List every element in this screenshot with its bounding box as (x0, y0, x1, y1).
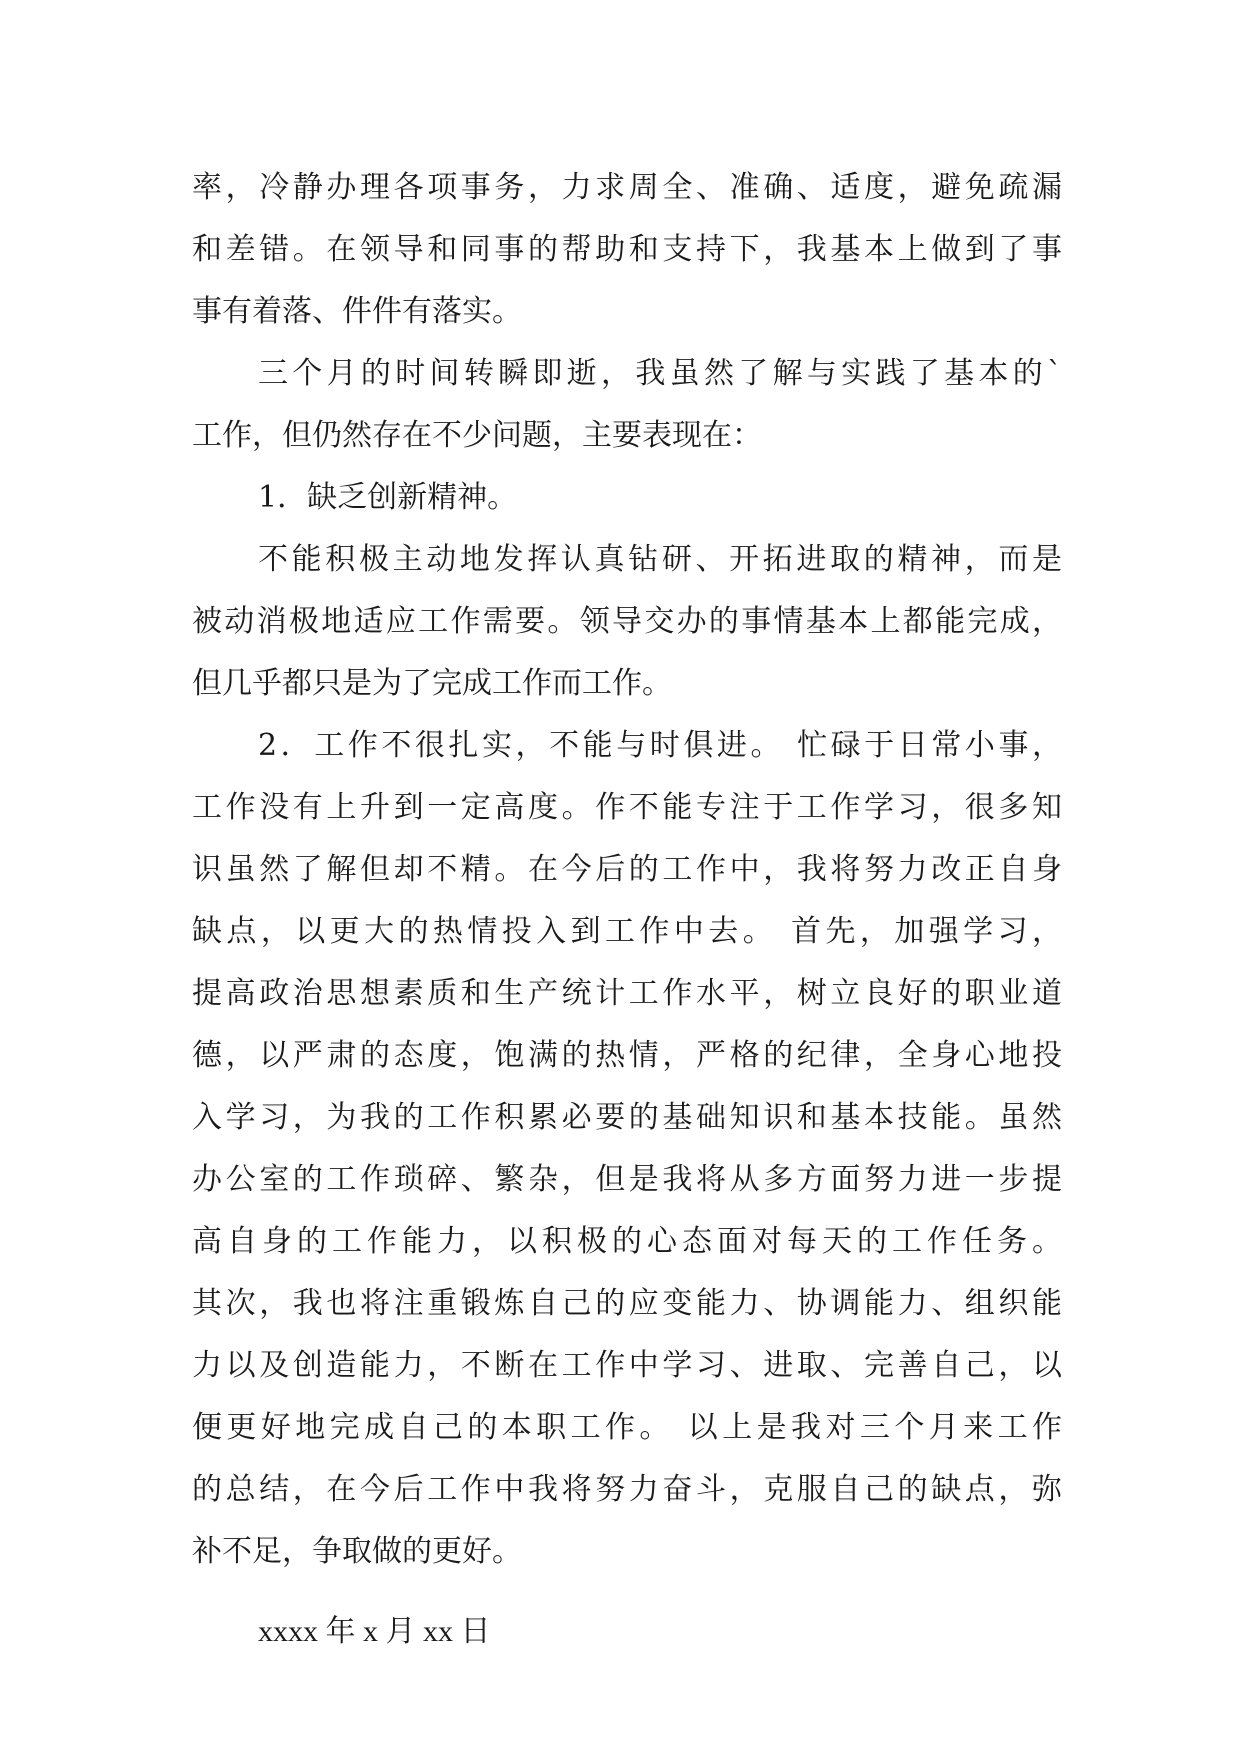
paragraph-line: 工作，但仍然存在不少问题，主要表现在： (192, 418, 762, 453)
paragraph-line: 便更好地完成自己的本职工作。 以上是我对三个月来工作 (192, 1410, 1062, 1445)
paragraph-line: 识虽然了解但却不精。在今后的工作中，我将努力改正自身 (192, 852, 1062, 887)
paragraph-line: 2．工作不很扎实，不能与时俱进。 忙碌于日常小事， (258, 728, 1062, 763)
paragraph-line: 不能积极主动地发挥认真钻研、开拓进取的精神，而是 (258, 542, 1062, 577)
paragraph-line: 三个月的时间转瞬即逝，我虽然了解与实践了基本的` (258, 356, 1062, 391)
paragraph-line: 提高政治思想素质和生产统计工作水平，树立良好的职业道 (192, 976, 1062, 1011)
paragraph-line: 德，以严肃的态度，饱满的热情，严格的纪律，全身心地投 (192, 1038, 1062, 1073)
paragraph-line: 缺点，以更大的热情投入到工作中去。 首先，加强学习， (192, 914, 1062, 949)
paragraph-line: 办公室的工作琐碎、繁杂，但是我将从多方面努力进一步提 (192, 1162, 1062, 1197)
document-body (192, 157, 1062, 1663)
paragraph-line: 入学习，为我的工作积累必要的基础知识和基本技能。虽然 (192, 1100, 1062, 1135)
paragraph-line: 补不足，争取做的更好。 (192, 1534, 522, 1569)
paragraph-line: 1．缺乏创新精神。 (258, 480, 518, 515)
paragraph-line: 工作没有上升到一定高度。作不能专注于工作学习，很多知 (192, 790, 1062, 825)
paragraph-line: 其次，我也将注重锻炼自己的应变能力、协调能力、组织能 (192, 1286, 1062, 1321)
paragraph-line: 力以及创造能力，不断在工作中学习、进取、完善自己，以 (192, 1348, 1062, 1383)
paragraph-line: 的总结，在今后工作中我将努力奋斗，克服自己的缺点，弥 (192, 1472, 1062, 1507)
paragraph-line: 率，冷静办理各项事务，力求周全、准确、适度，避免疏漏 (192, 170, 1062, 205)
document-date: xxxx 年 x 月 xx 日 (258, 1615, 491, 1648)
paragraph-line: 但几乎都只是为了完成工作而工作。 (192, 666, 672, 701)
paragraph-line: 事有着落、件件有落实。 (192, 294, 522, 329)
paragraph-line: 和差错。在领导和同事的帮助和支持下，我基本上做到了事 (192, 232, 1062, 267)
paragraph-line: 高自身的工作能力，以积极的心态面对每天的工作任务。 (192, 1224, 1062, 1259)
paragraph-line: 被动消极地适应工作需要。领导交办的事情基本上都能完成， (192, 604, 1062, 639)
